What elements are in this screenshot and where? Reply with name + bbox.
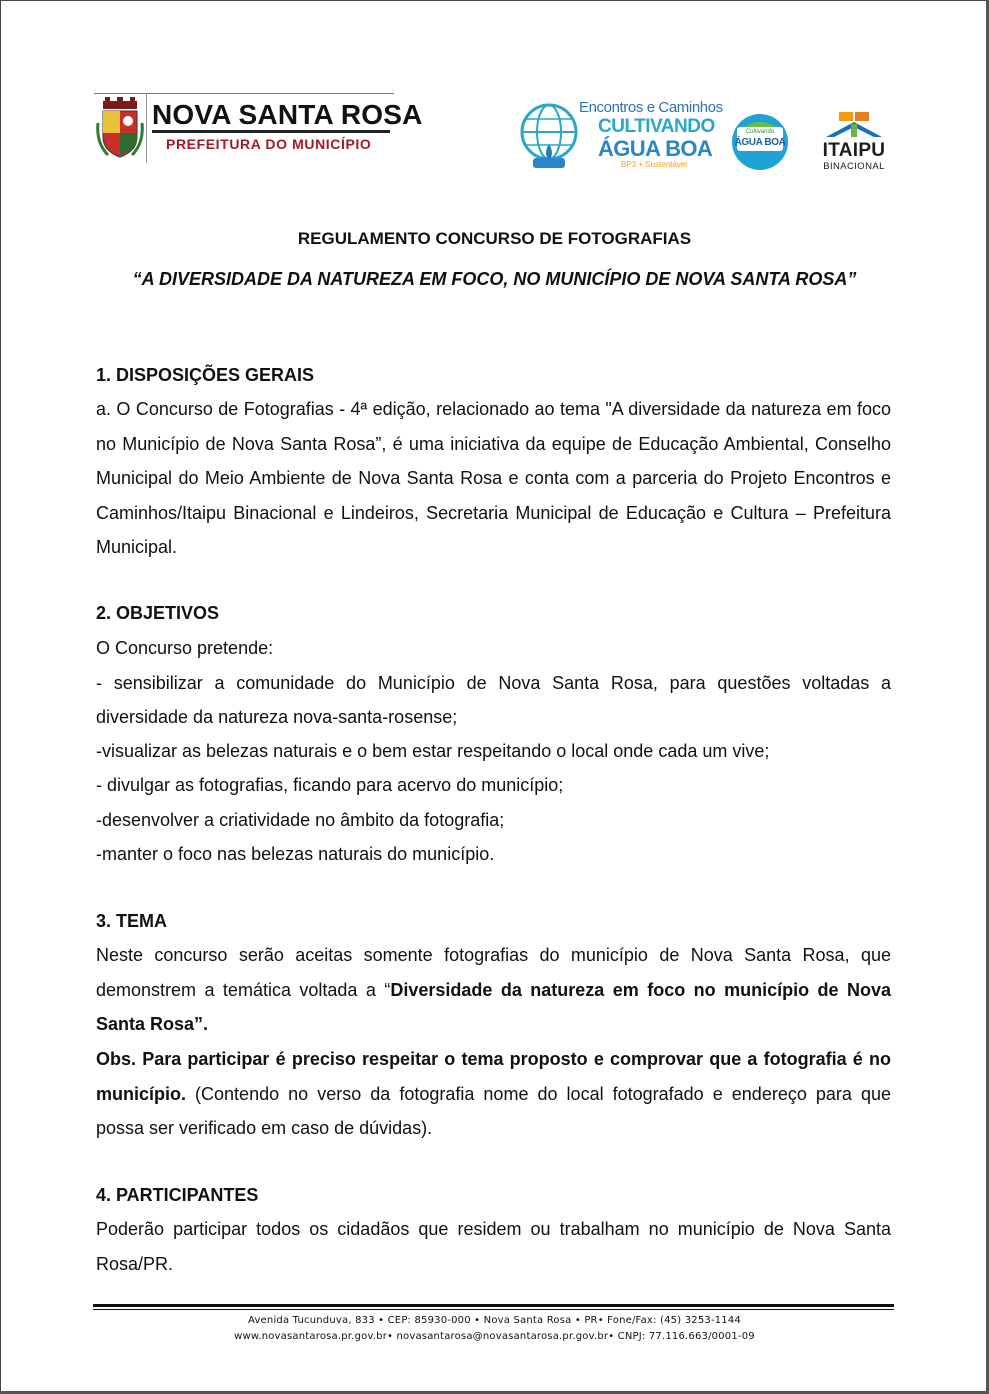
logo-itaipu-name: ITAIPU	[822, 140, 886, 161]
participantes-paragraph: Poderão participar todos os cidadãos que residem ou trabalham no município de Nova Santa Rosa/PR.	[96, 1219, 891, 1274]
objetivos-item: -visualizar as belezas naturais e o bem estar respeitando o local onde cada um vive;	[96, 741, 770, 761]
logo-encontros-line4: BP3 + Sustentável	[621, 160, 688, 169]
logo-itaipu	[814, 110, 894, 174]
logo-agua-boa-line1: Cultivando	[745, 129, 775, 135]
section-heading-tema: 3. TEMA	[96, 911, 168, 931]
logo-agua-boa-line2: ÁGUA BOA	[734, 137, 786, 148]
footer-rule	[93, 1309, 894, 1310]
logo-underline	[152, 130, 390, 133]
section-heading-disposicoes: 1. DISPOSIÇÕES GERAIS	[96, 365, 315, 385]
logo-nova-santa-rosa	[94, 93, 423, 163]
footer-contact: www.novasantarosa.pr.gov.br• novasantarosa@novasantarosa.pr.gov.br• CNPJ: 77.116.663/0001-09	[234, 1331, 755, 1342]
section-heading-participantes: 4. PARTICIPANTES	[96, 1185, 259, 1205]
tema-obs-bold: Obs. Para participar é preciso respeitar o tema proposto e comprovar que a fotografia é no município.	[96, 1049, 891, 1104]
itaipu-emblem-icon	[814, 110, 894, 140]
document-subtitle: “A DIVERSIDADE DA NATUREZA EM FOCO, NO MUNICÍPIO DE NOVA SANTA ROSA”	[132, 269, 857, 289]
footer-address: Avenida Tucunduva, 833 • CEP: 85930-000 • Nova Santa Rosa • PR• Fone/Fax: (45) 3253-1144	[247, 1315, 741, 1326]
logo-encontros-line1: Encontros e Caminhos	[579, 99, 723, 116]
logo-municipality-name: NOVA SANTA ROSA	[152, 99, 423, 130]
tema-obs-paragraph	[96, 1042, 891, 1146]
section-paragraph-disposicoes: a. O Concurso de Fotografias - 4ª edição, relacionado ao tema "A diversidade da natureza em foco no Município de Nova Santa Rosa”, é uma iniciativa da equipe de Educação Ambiental, Conselho Municipal do Meio Ambiente de Nova Santa Rosa e conta com a parceria do Projeto Encontros e Caminhos/Itaipu Binacional e Lindeiros, Secretaria Municipal de Educação e Cultura – Prefeitura Municipal.	[96, 399, 891, 557]
logo-cultivando-agua-boa	[731, 113, 789, 171]
objetivos-item: - sensibilizar a comunidade do Município de Nova Santa Rosa, para questões voltadas a	[96, 673, 891, 693]
municipal-crest-icon	[94, 93, 147, 163]
logo-encontros-line2: CULTIVANDO	[598, 116, 715, 137]
globe-icon	[519, 98, 579, 174]
tema-paragraph	[96, 938, 891, 1042]
footer-rule	[93, 1304, 894, 1307]
objetivos-item: - divulgar as fotografias, ficando para acervo do município;	[96, 775, 564, 795]
objetivos-item: -manter o foco nas belezas naturais do município.	[96, 844, 495, 864]
document-title: REGULAMENTO CONCURSO DE FOTOGRAFIAS	[297, 229, 692, 248]
logo-itaipu-sub: BINACIONAL	[823, 161, 885, 172]
objetivos-intro: O Concurso pretende:	[96, 638, 274, 658]
logo-municipality-subtitle: PREFEITURA DO MUNICÍPIO	[166, 136, 372, 152]
tema-highlight: Diversidade da natureza em foco no município de Nova Santa Rosa”.	[96, 979, 891, 1034]
logo-encontros-caminhos	[519, 96, 729, 176]
tema-text: Neste concurso serão aceitas somente fotografias do município de Nova Santa Rosa, que demonstrem a temática voltada a “	[96, 945, 891, 1000]
logo-encontros-line3: ÁGUA BOA	[598, 136, 713, 161]
objetivos-item: diversidade da natureza nova-santa-rosense;	[96, 707, 458, 727]
section-heading-objetivos: 2. OBJETIVOS	[96, 603, 220, 623]
objetivos-item: -desenvolver a criatividade no âmbito da fotografia;	[96, 810, 505, 830]
tema-obs-text: (Contendo no verso da fotografia nome do local fotografado e endereço para que possa ser verificado em caso de dúvidas).	[96, 1083, 891, 1138]
